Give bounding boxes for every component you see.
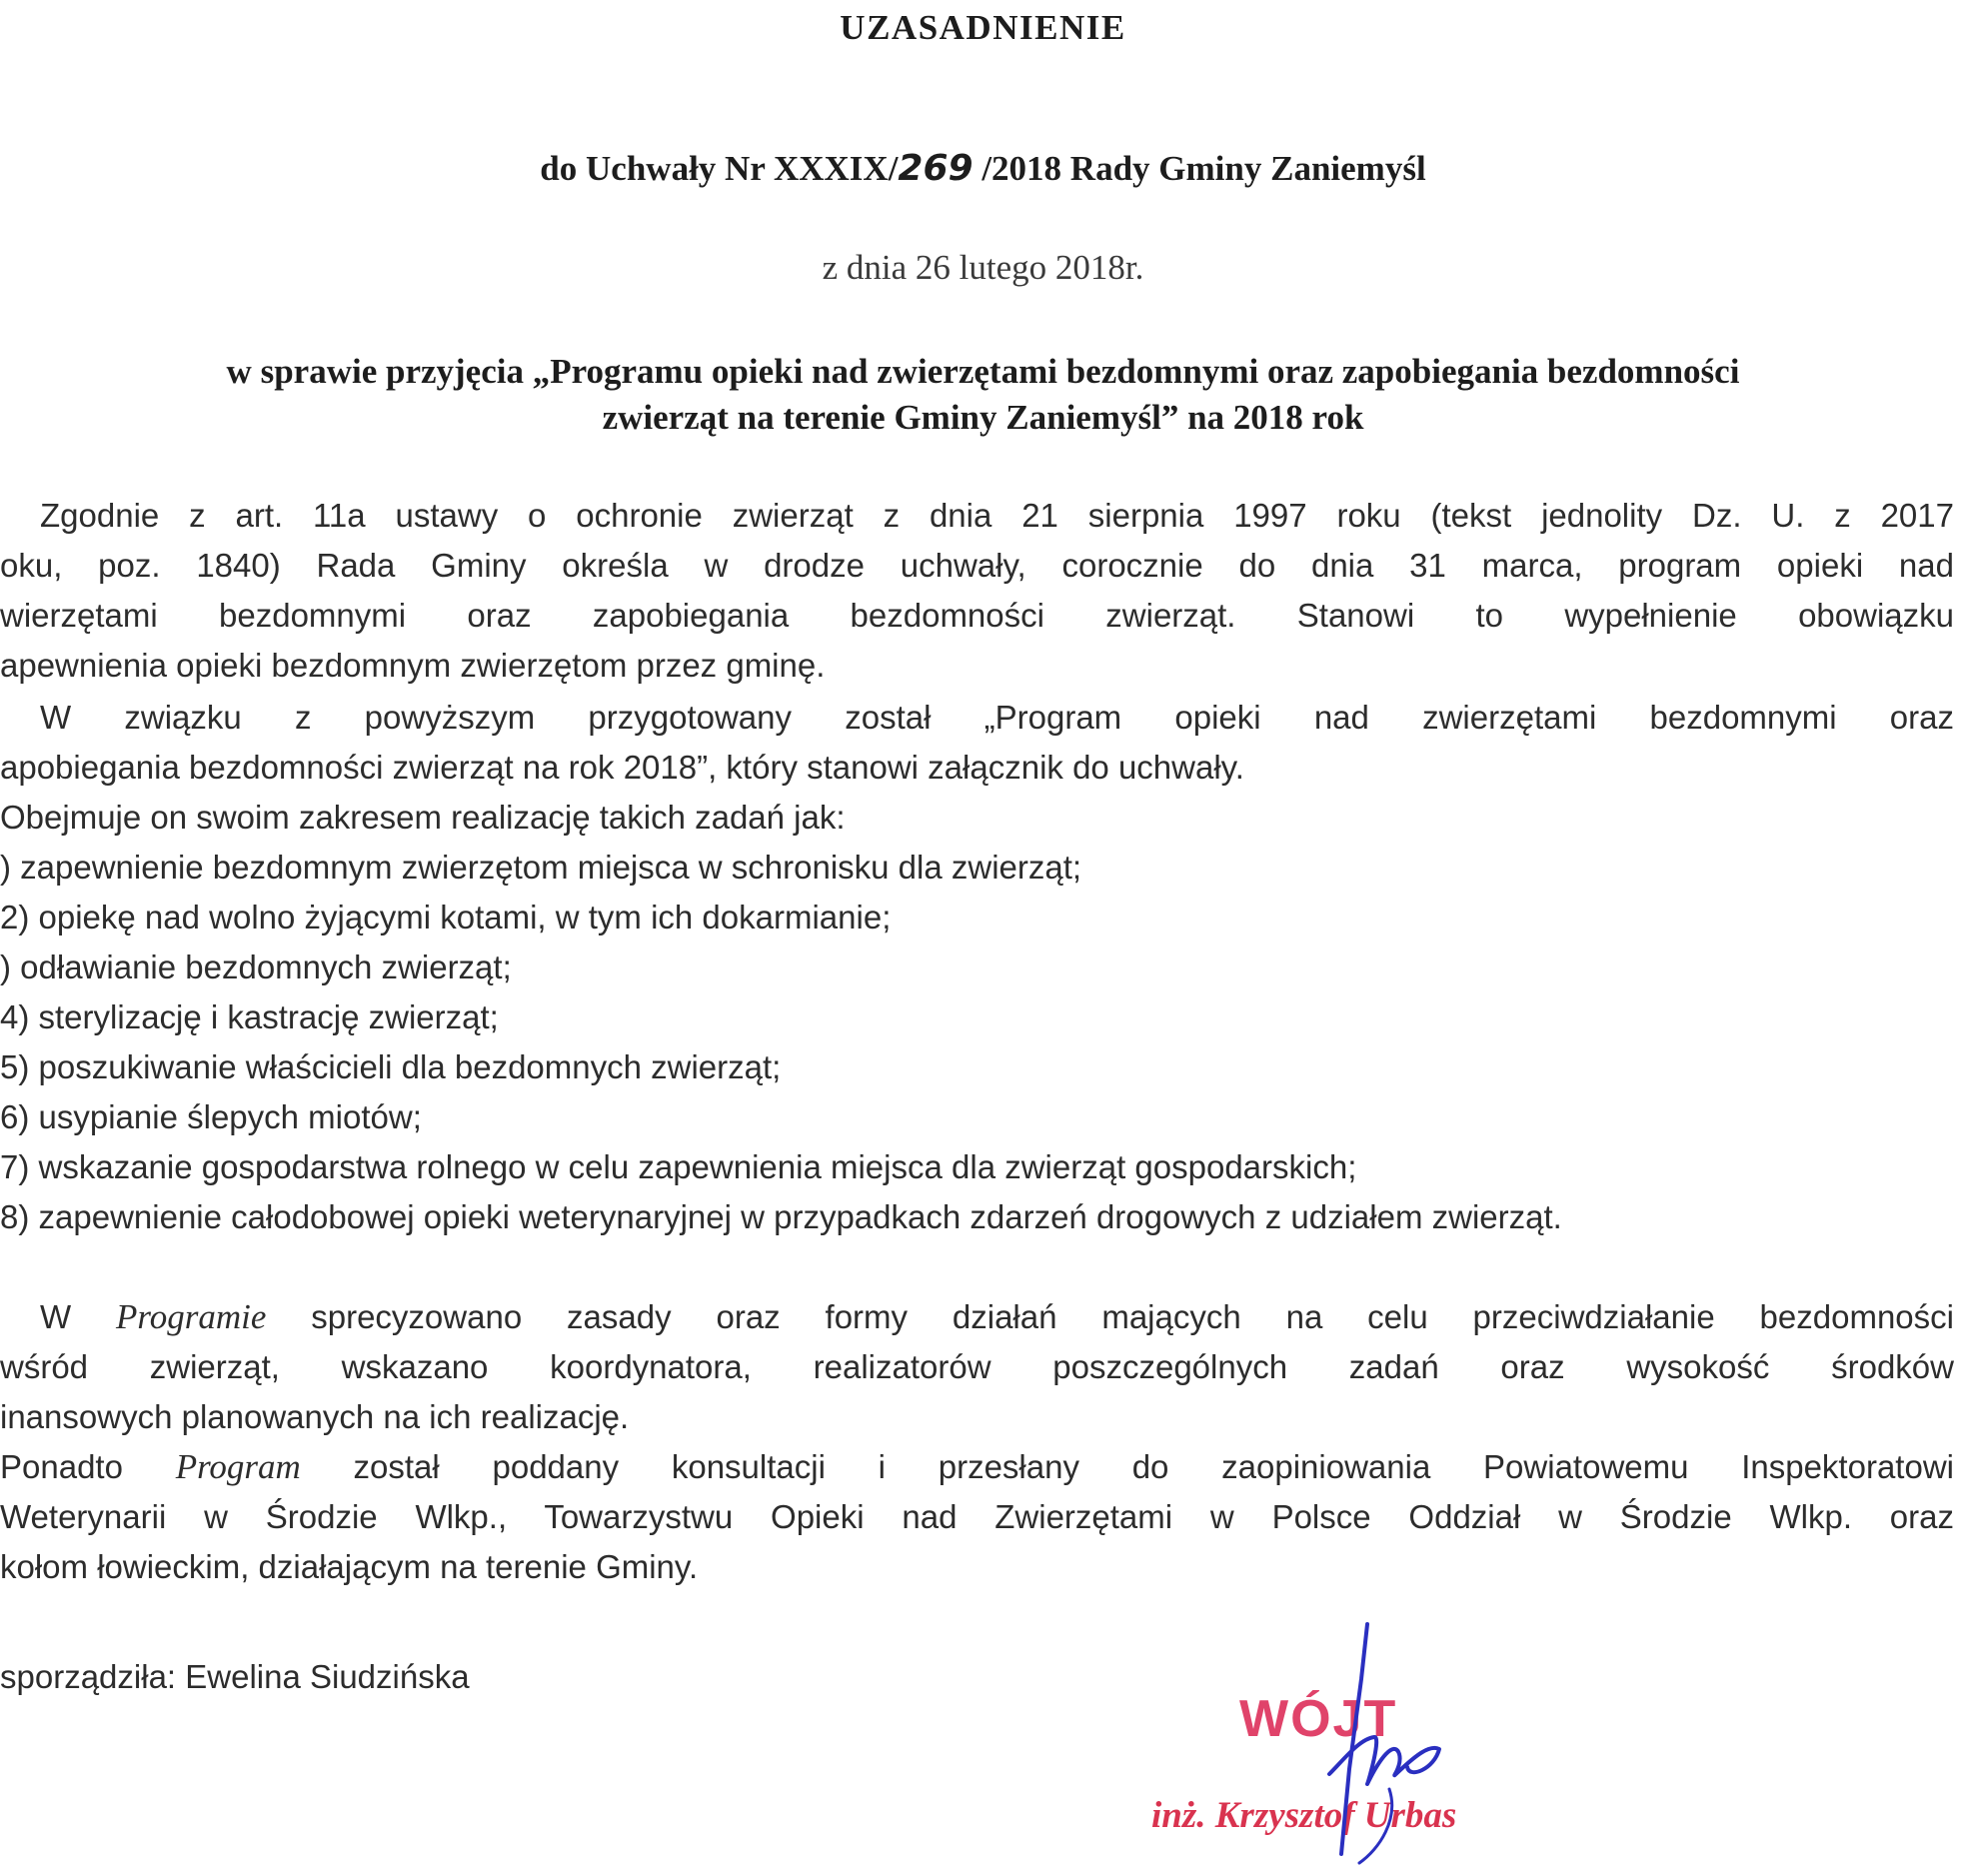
task-text: ) odławianie bezdomnych zwierząt;: [0, 948, 512, 985]
paragraph-5-prefix: Ponadto: [0, 1448, 176, 1485]
paragraph-5-line-2: Weterynarii w Środzie Wlkp., Towarzystwu Opieki nad Zwierzętami w Polsce Oddział w Środzie Wlkp. oraz: [0, 1498, 1954, 1535]
paragraph-4-w: W: [40, 1298, 117, 1335]
task-number: 7: [0, 1148, 19, 1185]
paragraph-1-line-1: Zgodnie z art. 11a ustawy o ochronie zwierząt z dnia 21 sierpnia 1997 roku (tekst jednolity Dz. U. z 2017: [40, 497, 1954, 534]
resolution-heading: [0, 148, 1966, 189]
task-item: [0, 947, 512, 987]
task-item: [0, 1197, 1562, 1237]
task-item: [0, 1097, 422, 1137]
task-number: 4: [0, 998, 19, 1035]
paragraph-2-line-2: apobiegania bezdomności zwierząt na rok 2018”, który stanowi załącznik do uchwały.: [0, 749, 1244, 786]
resolution-suffix: /2018 Rady Gminy Zaniemyśl: [973, 149, 1426, 188]
paragraph-1-line-2: oku, poz. 1840) Rada Gminy określa w drodze uchwały, corocznie do dnia 31 marca, program opieki nad: [0, 547, 1954, 584]
paragraph-5-line-3: kołom łowieckim, działającym na terenie Gminy.: [0, 1548, 699, 1585]
stamp-title: WÓJT: [1239, 1690, 1398, 1748]
task-number: 6: [0, 1098, 19, 1135]
paragraph-4-line-3: inansowych planowanych na ich realizację.: [0, 1398, 630, 1435]
task-text: ) wskazanie gospodarstwa rolnego w celu zapewnienia miejsca dla zwierząt gospodarskich;: [18, 1148, 1357, 1185]
task-item: [0, 1147, 1356, 1187]
subject-line-1: w sprawie przyjęcia „Programu opieki nad zwierzętami bezdomnymi oraz zapobiegania bezdomności: [226, 352, 1740, 391]
paragraph-4-line-2: wśród zwierząt, wskazano koordynatora, realizatorów poszczególnych zadań oraz wysokość środków: [0, 1348, 1954, 1385]
paragraph-5-line-1-rest: został poddany konsultacji i przesłany do zaopiniowania Powiatowemu Inspektoratowi: [300, 1448, 1954, 1485]
paragraph-4-line-1: [40, 1297, 1954, 1337]
task-number: 8: [0, 1198, 19, 1235]
task-text: ) poszukiwanie właścicieli dla bezdomnych zwierząt;: [18, 1048, 782, 1085]
task-text: ) sterylizację i kastrację zwierząt;: [18, 998, 499, 1035]
document-title: UZASADNIENIE: [840, 8, 1126, 47]
paragraph-2-line-1: W związku z powyższym przygotowany został „Program opieki nad zwierzętami bezdomnymi oraz: [40, 699, 1954, 736]
signature-mark: [1289, 1619, 1469, 1869]
program-italic: Program: [175, 1447, 301, 1486]
paragraph-5-line-1: [0, 1447, 1954, 1487]
task-text: ) zapewnienie bezdomnym zwierzętom miejsca w schronisku dla zwierząt;: [0, 849, 1082, 886]
task-number: 2: [0, 899, 19, 936]
task-item: [0, 1047, 781, 1087]
handwritten-resolution-number: 269: [898, 148, 974, 189]
task-text: ) zapewnienie całodobowej opieki weterynaryjnej w przypadkach zdarzeń drogowych z udziałem zwierząt.: [18, 1198, 1562, 1235]
task-text: ) usypianie ślepych miotów;: [18, 1098, 422, 1135]
paragraph-1-line-4: apewnienia opieki bezdomnym zwierzętom przez gminę.: [0, 647, 826, 684]
task-item: [0, 898, 891, 938]
paragraph-4-line-1-rest: sprecyzowano zasady oraz formy działań mających na celu przeciwdziałanie bezdomności: [266, 1298, 1954, 1335]
paragraph-3: Obejmuje on swoim zakresem realizację takich zadań jak:: [0, 799, 846, 836]
prepared-by: sporządziła: Ewelina Siudzińska: [0, 1658, 470, 1695]
resolution-date: z dnia 26 lutego 2018r.: [822, 248, 1144, 287]
task-item: [0, 997, 499, 1037]
program-italic: Programie: [116, 1297, 267, 1336]
task-item: [0, 848, 1081, 888]
stamp-name: inż. Krzysztof Urbas: [1151, 1795, 1457, 1836]
paragraph-1-line-3: wierzętami bezdomnymi oraz zapobiegania bezdomności zwierząt. Stanowi to wypełnienie obowiązku: [0, 597, 1954, 634]
resolution-prefix: do Uchwały Nr XXXIX/: [540, 149, 899, 188]
task-text: ) opiekę nad wolno żyjącymi kotami, w tym ich dokarmianie;: [18, 899, 892, 936]
subject-line-2: zwierząt na terenie Gminy Zaniemyśl” na 2018 rok: [602, 398, 1364, 437]
task-number: 5: [0, 1048, 19, 1085]
